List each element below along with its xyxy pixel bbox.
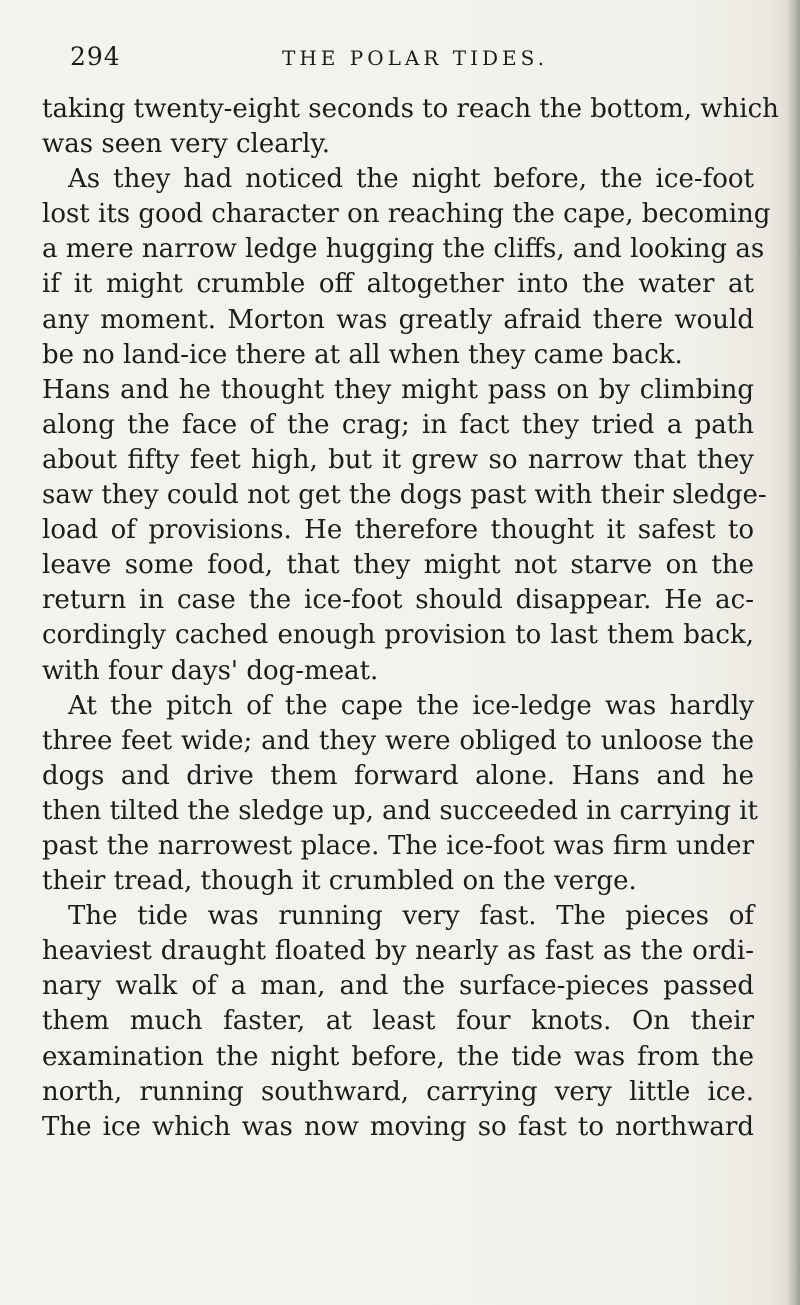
text-line: along the face of the crag; in fact they tried a path [42,409,754,440]
page-number: 294 [70,42,121,71]
text-line: three feet wide; and they were obliged to unloose the [42,725,754,756]
text-line: taking twenty-eight seconds to reach the bottom, which [42,94,779,124]
text-line: then tilted the sledge up, and succeeded in carrying it [42,795,758,826]
text-line: a mere narrow ledge hugging the cliffs, and looking as [42,234,765,265]
text-line: north, running southward, carrying very little ice. [42,1076,754,1107]
text-line: saw they could not get the dogs past with their sledge- [42,480,767,511]
text-line: cordingly cached enough provision to last them back, [42,620,754,651]
text-line: heaviest draught floated by nearly as fast as the ordi- [42,936,754,967]
page-edge-shadow [786,0,800,1305]
text-line: dogs and drive them forward alone. Hans and he [42,760,754,791]
text-line: Hans and he thought they might pass on by climbing [42,374,754,405]
text-line: any moment. Morton was greatly afraid there would [42,304,754,335]
text-line: if it might crumble off altogether into the water at [42,269,754,300]
text-line: lost its good character on reaching the cape, becoming [42,199,771,230]
text-line: about fifty feet high, but it grew so narrow that they [42,444,754,475]
text-line: At the pitch of the cape the ice-ledge was hardly [68,690,754,721]
text-line: was seen very clearly. [42,129,330,160]
text-line: The tide was running very fast. The pieces of [68,901,754,932]
text-line: As they had noticed the night before, the ice-foot [68,164,754,195]
text-line: nary walk of a man, and the surface-pieces passed [42,971,754,1002]
text-line: be no land-ice there at all when they came back. [42,339,683,370]
text-line: load of provisions. He therefore thought it safest to [42,515,754,546]
text-line: leave some food, that they might not starve on the [42,550,754,581]
text-line: examination the night before, the tide was from the [42,1041,754,1072]
text-line: with four days' dog-meat. [42,655,379,686]
text-line: return in case the ice-foot should disappear. He ac- [42,585,754,616]
page-header [70,42,730,82]
text-line: past the narrowest place. The ice-foot was firm under [42,830,754,861]
running-title: THE POLAR TIDES. [282,46,548,70]
text-line: their tread, though it crumbled on the verge. [42,866,637,897]
text-line: The ice which was now moving so fast to northward [42,1111,754,1142]
text-line: them much faster, at least four knots. On their [42,1006,754,1037]
body-text [42,92,779,1145]
